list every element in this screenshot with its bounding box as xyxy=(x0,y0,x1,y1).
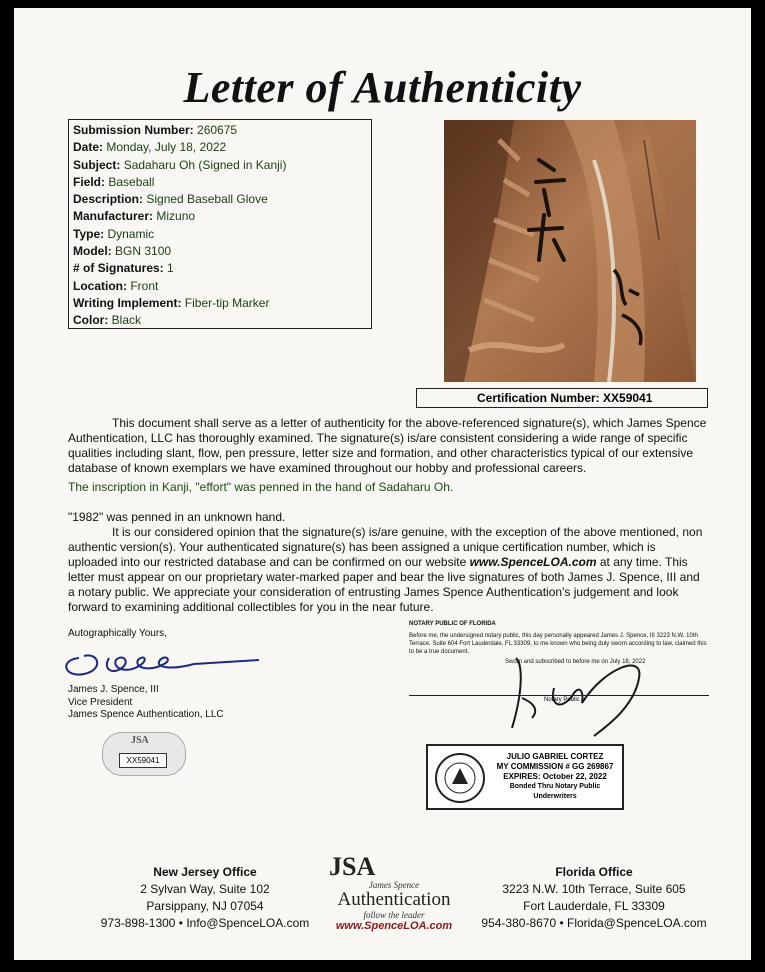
jsa-hologram-sticker xyxy=(102,732,186,776)
seal-text xyxy=(488,752,622,802)
detail-value: 260675 xyxy=(197,123,238,137)
detail-label: Description: xyxy=(73,192,144,207)
notary-signature-line xyxy=(409,695,709,696)
signatory-company: James Spence Authentication, LLC xyxy=(68,709,224,720)
seal-expires: EXPIRES: October 22, 2022 xyxy=(503,772,607,781)
detail-value: BGN 3100 xyxy=(115,244,172,259)
letter-page xyxy=(14,8,751,960)
seal-name: JULIO GABRIEL CORTEZ xyxy=(506,752,604,761)
fl-office-heading: Florida Office xyxy=(555,865,633,879)
paragraph-opinion xyxy=(68,525,708,615)
paragraph-unknown-hand: "1982" was penned in an unknown hand. xyxy=(68,510,286,524)
logo-tagline: James Spence xyxy=(368,880,420,890)
detail-row xyxy=(73,226,367,243)
detail-label: Color: xyxy=(73,313,109,328)
signatory-role: Vice President xyxy=(68,696,133,708)
detail-label: Type: xyxy=(73,226,105,241)
fl-office-city: Fort Lauderdale, FL 33309 xyxy=(523,899,665,913)
jsa-logo xyxy=(319,854,469,944)
detail-label: Writing Implement: xyxy=(73,295,182,310)
spence-signature xyxy=(54,640,264,682)
nj-office-address: 2 Sylvan Way, Suite 102 xyxy=(140,882,270,896)
detail-value: Fiber-tip Marker xyxy=(184,295,270,310)
detail-row xyxy=(73,174,367,191)
page-title: Letter of Authenticity xyxy=(183,63,582,112)
glove-photo xyxy=(444,120,696,382)
closing-text: Autographically Yours, xyxy=(68,628,167,639)
signatory-block xyxy=(68,684,224,722)
detail-row xyxy=(73,139,367,156)
submission-details-box xyxy=(68,119,372,329)
detail-label: Location: xyxy=(73,278,127,293)
sticker-number: XX59041 xyxy=(119,753,167,768)
detail-row xyxy=(73,312,367,329)
detail-label: # of Signatures: xyxy=(73,261,164,276)
detail-row xyxy=(73,278,367,295)
detail-label: Field: xyxy=(73,174,105,189)
logo-slogan: follow the leader xyxy=(363,910,425,920)
detail-label: Submission Number: xyxy=(73,123,194,137)
notary-signature xyxy=(494,648,654,738)
seal-commission: MY COMMISSION # GG 269867 xyxy=(496,762,614,771)
detail-row xyxy=(73,157,367,174)
detail-value: Sadaharu Oh (Signed in Kanji) xyxy=(123,157,287,172)
detail-label: Manufacturer: xyxy=(73,209,154,224)
fl-office-address: 3223 N.W. 10th Terrace, Suite 605 xyxy=(502,882,686,896)
detail-row xyxy=(73,191,367,208)
detail-value: Front xyxy=(130,278,159,293)
paragraph-statement: This document shall serve as a letter of authenticity for the above-referenced signature(s), which James Spence Authentication, LLC has thoroughly examined. The signature(s) is/are consistent considering a wide range of specific qualities including slant, flow, pen pressure, letter size and formation, and other characteristics typical of our extensive database of known exemplars we have examined throughout our hobby and professional careers. xyxy=(68,416,707,475)
notary-seal-stamp xyxy=(426,744,624,810)
detail-row xyxy=(73,208,367,225)
nj-office-heading: New Jersey Office xyxy=(153,865,257,879)
detail-label: Model: xyxy=(73,244,112,259)
logo-brand: JSA xyxy=(329,852,376,881)
opinion-text-a: It is our considered opinion that the signature(s) is/are genuine, with the exception of the above mentioned, non authentic version(s). Your authenticated signature(s) has been assigned a unique certification number, which is uploaded into our restricted database and can be confirmed on our website xyxy=(68,525,703,569)
notary-heading: NOTARY PUBLIC OF FLORIDA xyxy=(409,621,496,627)
detail-row xyxy=(73,260,367,277)
notary-sworn: Sworn and subscribed to before me on July 18, 2022 xyxy=(505,659,646,665)
detail-row xyxy=(73,122,367,139)
website-link[interactable]: www.SpenceLOA.com xyxy=(469,555,597,569)
certification-number-box xyxy=(416,388,708,408)
footer-fl-office xyxy=(479,864,709,932)
nj-office-contact: 973-898-1300 • Info@SpenceLOA.com xyxy=(100,916,310,930)
paragraph-inscription: The inscription in Kanji, "effort" was penned in the hand of Sadaharu Oh. xyxy=(68,480,454,494)
detail-row xyxy=(73,243,367,260)
notary-text: Before me, the undersigned notary public, this day personally appeared James J. Spence, III 3223 N.W. 10th Terrace, Suite 604 Fort Lauderdale, FL 33309, to me known who being duly sworn according to law, claimed this to be a true document. xyxy=(409,633,707,655)
seal-bonded: Bonded Thru Notary Public Underwriters xyxy=(509,783,601,800)
certification-label: Certification Number: xyxy=(477,391,600,405)
certification-value: XX59041 xyxy=(603,391,653,405)
sticker-brand: JSA xyxy=(131,735,149,746)
notary-seal-icon xyxy=(434,752,486,804)
detail-value: Mizuno xyxy=(156,209,196,224)
detail-value: Monday, July 18, 2022 xyxy=(106,140,227,155)
detail-value: 1 xyxy=(167,261,174,276)
nj-office-city: Parsippany, NJ 07054 xyxy=(146,899,264,913)
detail-value: Black xyxy=(111,313,142,328)
fl-office-contact: 954-380-8670 • Florida@SpenceLOA.com xyxy=(481,916,707,930)
logo-website[interactable]: www.SpenceLOA.com xyxy=(335,920,453,932)
opinion-text-b: at any time. This letter must appear on our proprietary water-marked paper and bear the live signatures of both James J. Spence, III and a notary public. We appreciate your consideration of entrusting James Spence Authentication's judgement and look forward to examining additional collectibles for you in the near future. xyxy=(68,555,700,614)
detail-value: Dynamic xyxy=(107,226,155,241)
detail-label: Subject: xyxy=(73,157,121,172)
detail-value: Signed Baseball Glove xyxy=(146,192,268,207)
footer-nj-office xyxy=(100,864,310,932)
signatory-name: James J. Spence, III xyxy=(68,684,159,695)
detail-label: Date: xyxy=(73,140,104,155)
notary-label: Notary Public xyxy=(544,697,580,703)
logo-authentication: Authentication xyxy=(337,889,451,910)
detail-row xyxy=(73,295,367,312)
detail-value: Baseball xyxy=(108,174,155,189)
